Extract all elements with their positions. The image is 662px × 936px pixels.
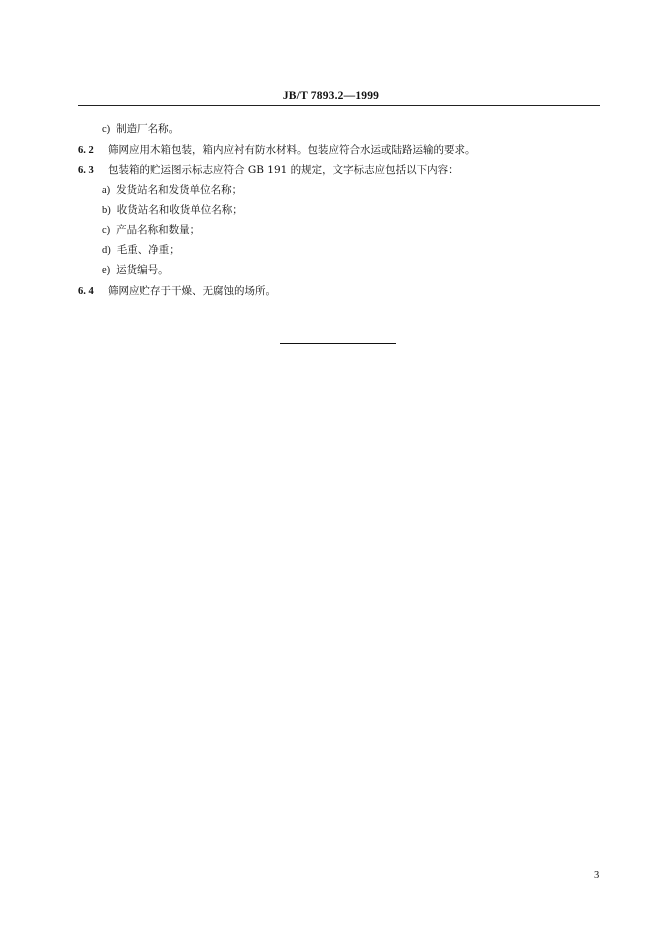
- clause-number: 6. 3: [78, 165, 94, 176]
- header-standard-code: JB/T 7893.2—1999: [282, 90, 380, 102]
- list-item-text: 产品名称和数量；: [116, 224, 201, 236]
- list-item-text: 运货编号。: [116, 264, 169, 276]
- page-number: 3: [594, 870, 600, 881]
- clause-number: 6. 2: [78, 145, 94, 156]
- list-item-mark: e): [102, 265, 111, 276]
- clause-number: 6. 4: [78, 286, 94, 297]
- clause-6-3: [78, 163, 459, 178]
- clause-6-2: [78, 143, 476, 158]
- list-item-text: 收货站名和收货单位名称；: [116, 204, 243, 216]
- list-item-b: [102, 203, 243, 218]
- list-item-mark: c): [102, 124, 111, 135]
- header-rule: [78, 105, 600, 106]
- clause-6-4: [78, 284, 276, 299]
- list-item-c-2: [102, 223, 200, 238]
- list-item-d: [102, 243, 180, 258]
- list-item-mark: d): [102, 245, 111, 256]
- list-item-mark: c): [102, 225, 111, 236]
- list-item-mark: b): [102, 205, 111, 216]
- clause-text: 筛网应用木箱包装，箱内应衬有防水材料。包装应符合水运或陆路运输的要求。: [108, 144, 476, 156]
- list-item-c: [102, 122, 179, 137]
- list-item-text: 发货站名和发货单位名称；: [116, 184, 243, 196]
- list-item-text: 毛重、净重；: [116, 244, 180, 256]
- list-item-a: [102, 183, 242, 198]
- list-item-text: 制造厂名称。: [116, 123, 180, 135]
- list-item-e: [102, 263, 169, 278]
- clause-text: 筛网应贮存于干燥、无腐蚀的场所。: [108, 285, 276, 297]
- clause-text: 包装箱的贮运图示标志应符合 GB 191 的规定，文字标志应包括以下内容：: [108, 164, 459, 176]
- list-item-mark: a): [102, 185, 111, 196]
- end-of-document-rule: [280, 343, 396, 344]
